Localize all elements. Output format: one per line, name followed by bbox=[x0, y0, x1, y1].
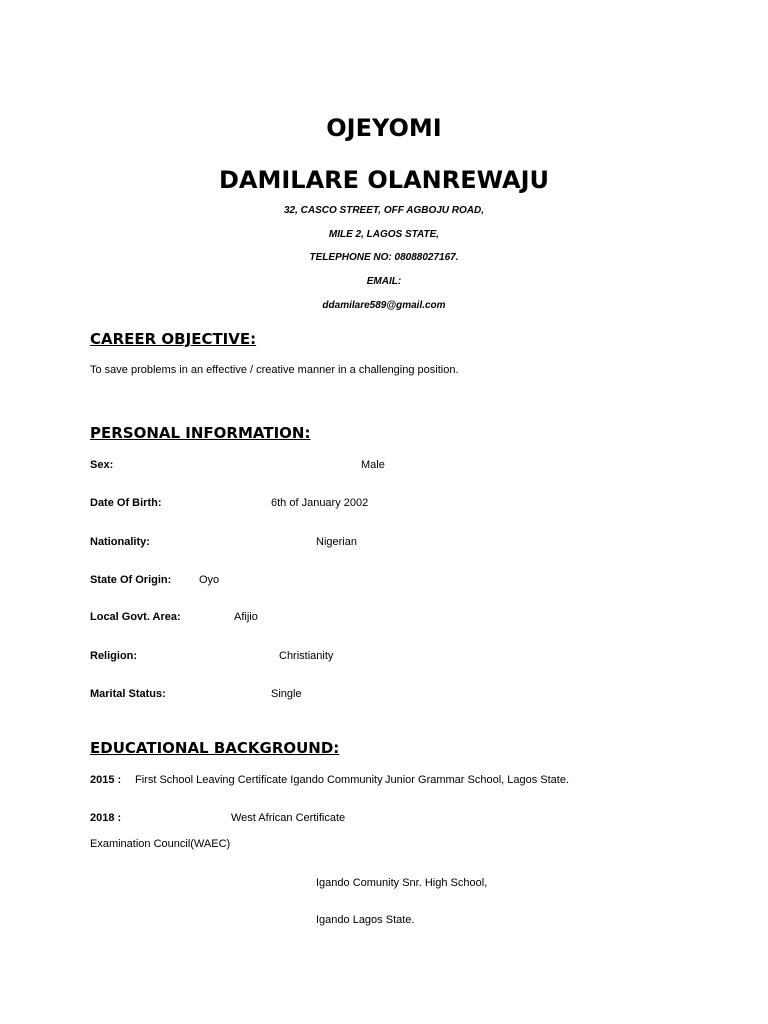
surname: OJEYOMI bbox=[326, 114, 442, 142]
education-2018-location: Igando Lagos State. bbox=[316, 914, 415, 926]
marital-status-label: Marital Status: bbox=[90, 688, 166, 700]
education-2015-certificate: First School Leaving Certificate Igando Community bbox=[135, 774, 383, 786]
address-line-2: MILE 2, LAGOS STATE, bbox=[328, 229, 440, 240]
education-2015-year: 2015 : bbox=[90, 774, 122, 786]
lga-value: Afijio bbox=[234, 611, 258, 623]
given-names: DAMILARE OLANREWAJU bbox=[218, 166, 550, 194]
lga-label: Local Govt. Area: bbox=[90, 611, 181, 623]
educational-background-heading: EDUCATIONAL BACKGROUND: bbox=[90, 739, 340, 757]
sex-label: Sex: bbox=[90, 459, 114, 471]
email: ddamilare589@gmail.com bbox=[322, 300, 446, 311]
sex-value: Male bbox=[361, 459, 385, 471]
education-2018-certificate-cont: Examination Council(WAEC) bbox=[90, 838, 231, 850]
dob-value: 6th of January 2002 bbox=[271, 497, 369, 509]
state-of-origin-label: State Of Origin: bbox=[90, 574, 172, 586]
career-objective-heading: CAREER OBJECTIVE: bbox=[90, 330, 257, 348]
career-objective-text: To save problems in an effective / creative manner in a challenging position. bbox=[90, 364, 459, 376]
education-2018-certificate: West African Certificate bbox=[231, 812, 346, 824]
nationality-label: Nationality: bbox=[90, 536, 150, 548]
telephone: TELEPHONE NO: 08088027167. bbox=[309, 252, 459, 263]
education-2015-school: Junior Grammar School, Lagos State. bbox=[385, 774, 570, 786]
state-of-origin-value: Oyo bbox=[199, 574, 220, 586]
dob-label: Date Of Birth: bbox=[90, 497, 162, 509]
personal-information-heading: PERSONAL INFORMATION: bbox=[90, 424, 311, 442]
education-2018-school: Igando Comunity Snr. High School, bbox=[316, 877, 488, 889]
nationality-value: Nigerian bbox=[316, 536, 357, 548]
address-line-1: 32, CASCO STREET, OFF AGBOJU ROAD, bbox=[283, 205, 485, 216]
education-2018-year: 2018 : bbox=[90, 812, 122, 824]
marital-status-value: Single bbox=[271, 688, 302, 700]
email-label: EMAIL: bbox=[366, 276, 402, 287]
religion-value: Christianity bbox=[279, 650, 334, 662]
religion-label: Religion: bbox=[90, 650, 138, 662]
